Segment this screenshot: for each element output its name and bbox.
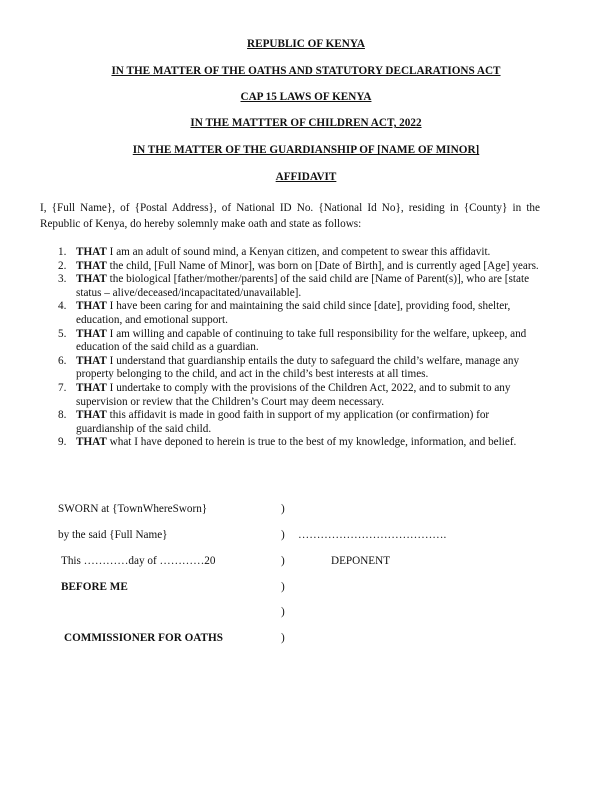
bracket: )	[281, 503, 285, 515]
bracket: )	[281, 529, 285, 541]
clause-lead: THAT	[76, 354, 107, 367]
clause-item	[58, 382, 548, 409]
clause-text: I am willing and capable of continuing to take full responsibility for the welfare, upkeep, and education of the said child as a guardian.	[76, 327, 527, 354]
heading-oaths-act: IN THE MATTER OF THE OATHS AND STATUTORY DECLARATIONS ACT	[111, 65, 501, 77]
clause-text: the child, [Full Name of Minor], was born on [Date of Birth], and is currently aged [Age] years.	[106, 259, 539, 272]
deponent-signature-line: ………………………………….	[298, 529, 447, 541]
intro-line-1: I, {Full Name}, of {Postal Address}, of National ID No. {National Id No}, residing in {County} in the	[40, 202, 540, 214]
bracket: )	[281, 606, 285, 618]
clause-number: 2.	[58, 259, 67, 272]
clause-lead: THAT	[76, 436, 107, 449]
clause-text: I have been caring for and maintaining the said child since [date], providing food, shelter, education, and emotional support.	[76, 300, 511, 326]
clause-item	[58, 260, 548, 274]
clause-lead: THAT	[76, 409, 107, 422]
clause-lead: THAT	[76, 381, 107, 394]
intro-paragraph	[40, 201, 540, 232]
heading-republic-of-kenya: REPUBLIC OF KENYA	[247, 38, 365, 50]
clause-number: 3.	[58, 273, 67, 286]
clause-item	[58, 409, 548, 436]
deponent-label: DEPONENT	[331, 555, 391, 567]
clause-lead: THAT	[76, 246, 107, 258]
document-title: AFFIDAVIT	[275, 171, 337, 183]
clause-lead: THAT	[76, 259, 107, 272]
bracket: )	[281, 581, 285, 593]
intro-line-2: Republic of Kenya, do hereby solemnly make oath and state as follows:	[40, 217, 362, 230]
clause-number: 9.	[58, 436, 67, 449]
clause-text: what I have deponed to herein is true to the best of my knowledge, information, and belief.	[106, 436, 517, 449]
commissioner-for-oaths: COMMISSIONER FOR OATHS	[64, 632, 223, 644]
clause-text: I understand that guardianship entails the duty to safeguard the child’s welfare, manage any property belonging to the child, and act in the child’s best interests at all times.	[76, 354, 520, 381]
clause-item	[58, 300, 548, 327]
clause-lead: THAT	[76, 300, 107, 313]
bracket: )	[281, 555, 285, 567]
clause-item	[58, 328, 548, 355]
clause-item	[58, 355, 548, 382]
sworn-at: SWORN at {TownWhereSworn}	[58, 503, 208, 515]
before-me: BEFORE ME	[61, 581, 128, 593]
clause-number: 8.	[58, 409, 67, 422]
clause-item	[58, 436, 548, 450]
clauses-list	[58, 246, 548, 450]
clause-number: 1.	[58, 246, 67, 258]
clause-lead: THAT	[76, 273, 107, 286]
clause-item	[58, 246, 548, 260]
clause-text: I am an adult of sound mind, a Kenyan citizen, and competent to swear this affidavit.	[106, 246, 491, 258]
heading-guardianship: IN THE MATTER OF THE GUARDIANSHIP OF [NAME OF MINOR]	[132, 144, 480, 156]
heading-cap-15: CAP 15 LAWS OF KENYA	[240, 91, 372, 103]
clause-number: 7.	[58, 381, 67, 394]
bracket: )	[281, 632, 285, 644]
clause-text: the biological [father/mother/parents] of the said child are [Name of Parent(s)], who are [state status – alive/deceased/incapacitated/unavailable].	[76, 273, 530, 299]
clause-text: I undertake to comply with the provisions of the Children Act, 2022, and to submit to any supervision or review that the Children’s Court may deem necessary.	[76, 381, 511, 408]
clause-number: 6.	[58, 354, 67, 367]
clause-number: 4.	[58, 300, 67, 313]
clause-text: this affidavit is made in good faith in support of my application (or confirmation) for guardianship of the said child.	[76, 409, 490, 435]
clause-lead: THAT	[76, 327, 107, 340]
clause-number: 5.	[58, 327, 67, 340]
clause-item	[58, 273, 548, 300]
by-the-said: by the said {Full Name}	[58, 529, 168, 541]
this-day-of: This …………day of …………20	[61, 555, 216, 567]
heading-children-act: IN THE MATTTER OF CHILDREN ACT, 2022	[190, 117, 422, 129]
